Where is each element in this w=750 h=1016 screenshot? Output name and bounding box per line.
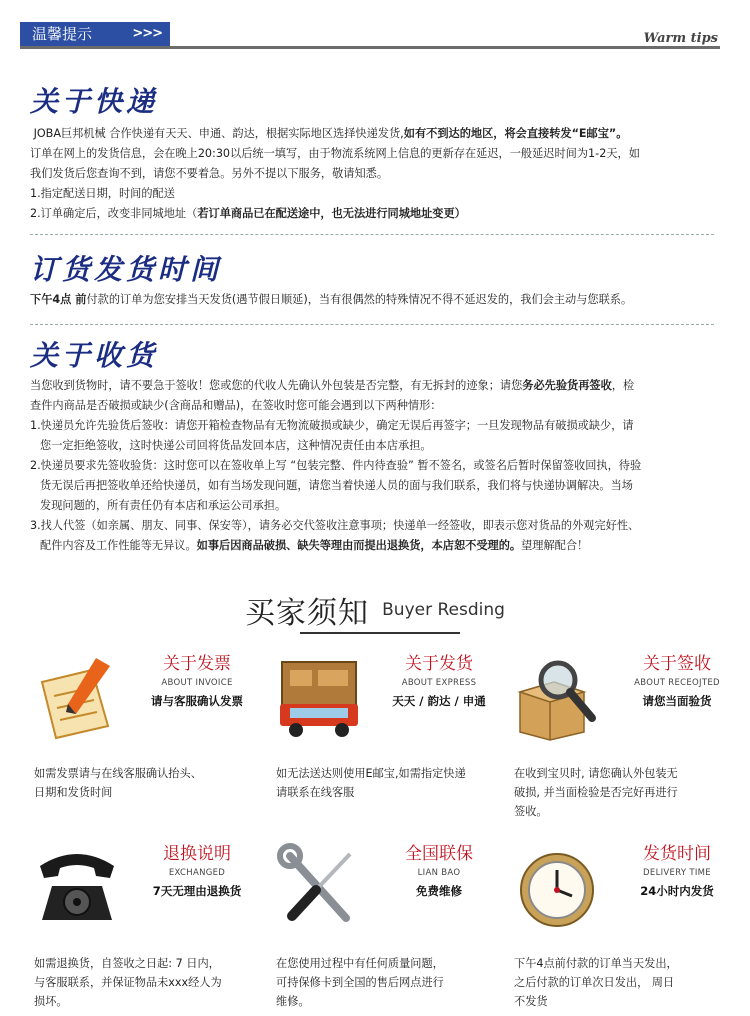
card-delivery-time xyxy=(514,842,744,1012)
text-span: 望理解配合！ xyxy=(521,539,589,552)
buyer-reading-title: 买家须知 xyxy=(245,596,370,631)
card-title: 退换说明 xyxy=(163,844,231,864)
section-divider xyxy=(30,324,714,325)
desc-line: 维修。 xyxy=(276,995,310,1008)
card-title: 关于发票 xyxy=(163,654,231,674)
text-line: 发现问题的，所有责任仍有本店和承运公司承担。 xyxy=(40,499,287,512)
desc-line: 不发货 xyxy=(514,995,548,1008)
section-divider xyxy=(30,234,714,235)
card-title-en: LIAN BAO xyxy=(417,868,461,878)
text-line: 订单在网上的发货信息，会在晚上20:30以后统一填写，由于物流系统网上信息的更新存在延迟，一般延迟时间为1-2天，如 xyxy=(30,147,640,160)
text-span: 配件内容及工作性能等无异议。 xyxy=(40,539,197,552)
text-span: 2.订单确定后，改变非同城地址（ xyxy=(30,207,198,220)
tab-label: 温馨提示 xyxy=(32,25,93,43)
desc-line: 签收。 xyxy=(514,805,548,818)
card-express xyxy=(276,652,506,822)
text-line: 您一定拒绝签收，这时快递公司回将货品发回本店，这种情况责任由本店承担。 xyxy=(40,439,432,452)
card-title: 发货时间 xyxy=(643,844,711,864)
card-description xyxy=(276,764,506,802)
buyer-reading-subtitle: Buyer Resding xyxy=(382,600,505,620)
card-subtitle: 天天 / 韵达 / 申通 xyxy=(392,694,486,708)
text-line: 3.找人代签（如亲属、朋友、同事、保安等），请务必交代签收注意事项；快递单一经签收，即表示您对货品的外观完好性、 xyxy=(30,519,640,532)
desc-line: 日期和发货时间 xyxy=(34,786,113,799)
desc-line: 可持保修卡到全国的售后网点进行 xyxy=(276,976,444,989)
text-line xyxy=(30,376,720,396)
card-subtitle: 请与客服确认发票 xyxy=(151,694,243,708)
text-line: 1.指定配送日期，时间的配送 xyxy=(30,187,175,200)
card-title-en: ABOUT RECEOJTED xyxy=(634,678,720,688)
receiving-section xyxy=(30,336,720,556)
card-description xyxy=(34,764,264,802)
card-warranty xyxy=(276,842,506,1012)
text-emphasis: 如事后因商品破损、缺失等理由而提出退换货，本店恕不受理的。 xyxy=(196,539,522,552)
about-delivery-section xyxy=(30,82,720,224)
card-title: 关于签收 xyxy=(643,654,711,674)
card-subtitle: 请您当面验货 xyxy=(642,694,712,708)
card-title-en: EXCHANGED xyxy=(168,868,226,878)
card-subtitle: 免费维修 xyxy=(416,884,462,898)
card-label xyxy=(372,652,506,710)
text-line: 查件内商品是否破损或缺少(含商品和赠品)，在签收时您可能会遇到以下两种情形： xyxy=(30,399,442,412)
desc-line: 下午4点前付款的订单当天发出， xyxy=(514,957,678,970)
card-title: 关于发货 xyxy=(405,654,473,674)
section-title: 订货发货时间 xyxy=(30,253,223,286)
warm-tips-tab xyxy=(20,22,170,46)
text-line: 1.快递员允许先验货后签收：请您开箱检查物品有无物流破损或缺少，确定无误后再签字；一旦发现物品有破损或缺少，请 xyxy=(30,419,634,432)
card-label xyxy=(372,842,506,900)
wrench-screwdriver-icon xyxy=(276,842,362,932)
desc-line: 与客服联系，并保证物品未xxx经人为 xyxy=(34,976,222,989)
section-body xyxy=(30,376,720,556)
card-title-en: ABOUT INVOICE xyxy=(161,678,233,688)
card-receipt xyxy=(514,652,744,822)
invoice-pen-icon xyxy=(34,652,120,742)
order-time-section xyxy=(30,250,720,310)
card-title-en: ABOUT EXPRESS xyxy=(401,678,477,688)
header-bar xyxy=(0,0,750,52)
desc-line: 在收到宝贝时, 请您确认外包装无 xyxy=(514,767,678,780)
card-subtitle: 7天无理由退换货 xyxy=(152,884,242,898)
buyer-reading-heading xyxy=(0,588,750,632)
text-emphasis: 若订单商品已在配送途中，也无法进行同城地址变更） xyxy=(197,207,466,220)
text-line: 货无误后再把签收单还给快递员，如有当场发现问题，请您当着快递人员的面与我们联系，我们将与快递协调解决。当场 xyxy=(40,479,633,492)
section-title: 关于收货 xyxy=(30,339,159,372)
delivery-truck-icon xyxy=(276,652,362,742)
card-description xyxy=(514,954,744,1011)
text-line xyxy=(30,204,720,224)
warm-tips-label: Warm tips xyxy=(643,31,718,46)
magnifier-box-icon xyxy=(514,652,600,742)
section-title: 关于快递 xyxy=(30,85,159,118)
card-exchange xyxy=(34,842,264,1012)
text-emphasis: 如有不到达的地区，将会直接转发“E邮宝”。 xyxy=(403,127,628,140)
desc-line: 如需发票请与在线客服确认抬头、 xyxy=(34,767,202,780)
desc-line: 如无法送达则使用E邮宝,如需指定快递 xyxy=(276,767,466,780)
card-label xyxy=(130,842,264,900)
text-emphasis: 务必先验货再签收 xyxy=(522,379,612,392)
text-span: ，检 xyxy=(611,379,635,392)
text-line: 2.快递员要求先签收验货：这时您可以在签收单上写 “包装完整、件内待查验” 暂不签名，或签名后暂时保留签收回执，待验 xyxy=(30,459,642,472)
desc-line: 之后付款的订单次日发出， 周日 xyxy=(514,976,675,989)
text-span: 付款的订单为您安排当天发货(遇节假日顺延)，当有很偶然的特殊情况不得不延迟发的，我们会主动与您联系。 xyxy=(86,293,633,306)
card-label xyxy=(130,652,264,710)
card-title: 全国联保 xyxy=(405,844,473,864)
desc-line: 破损, 并当面检验是否完好再进行 xyxy=(514,786,678,799)
text-line xyxy=(30,536,720,556)
clock-icon xyxy=(514,842,600,932)
card-description xyxy=(276,954,506,1011)
desc-line: 如需退换货，自签收之日起: 7 日内， xyxy=(34,957,220,970)
text-span: 当您收到货物时，请不要急于签收！您或您的代收人先确认外包装是否完整，有无拆封的迹象；请您 xyxy=(30,379,523,392)
section-body xyxy=(30,290,720,310)
telephone-icon xyxy=(34,842,120,932)
card-label xyxy=(610,842,744,900)
card-label xyxy=(610,652,744,710)
header-divider xyxy=(20,46,720,49)
desc-line: 损坏。 xyxy=(34,995,68,1008)
card-description xyxy=(514,764,744,821)
text-line: 我们发货后您查询不到，请您不要着急。另外不提以下服务，敬请知悉。 xyxy=(30,167,389,180)
section-body xyxy=(30,124,720,224)
desc-line: 在您使用过程中有任何质量问题， xyxy=(276,957,444,970)
card-invoice xyxy=(34,652,264,822)
arrows-icon: >>> xyxy=(132,26,162,41)
card-title-en: DELIVERY TIME xyxy=(643,868,711,878)
card-description xyxy=(34,954,264,1011)
text-emphasis: 下午4点 前 xyxy=(30,293,87,306)
desc-line: 请联系在线客服 xyxy=(276,786,355,799)
heading-underline xyxy=(300,632,460,634)
text-span: JOBA巨邦机械 合作快递有天天、申通、韵达，根据实际地区选择快递发货, xyxy=(33,127,404,140)
text-line xyxy=(30,124,720,144)
card-subtitle: 24小时内发货 xyxy=(640,884,714,898)
